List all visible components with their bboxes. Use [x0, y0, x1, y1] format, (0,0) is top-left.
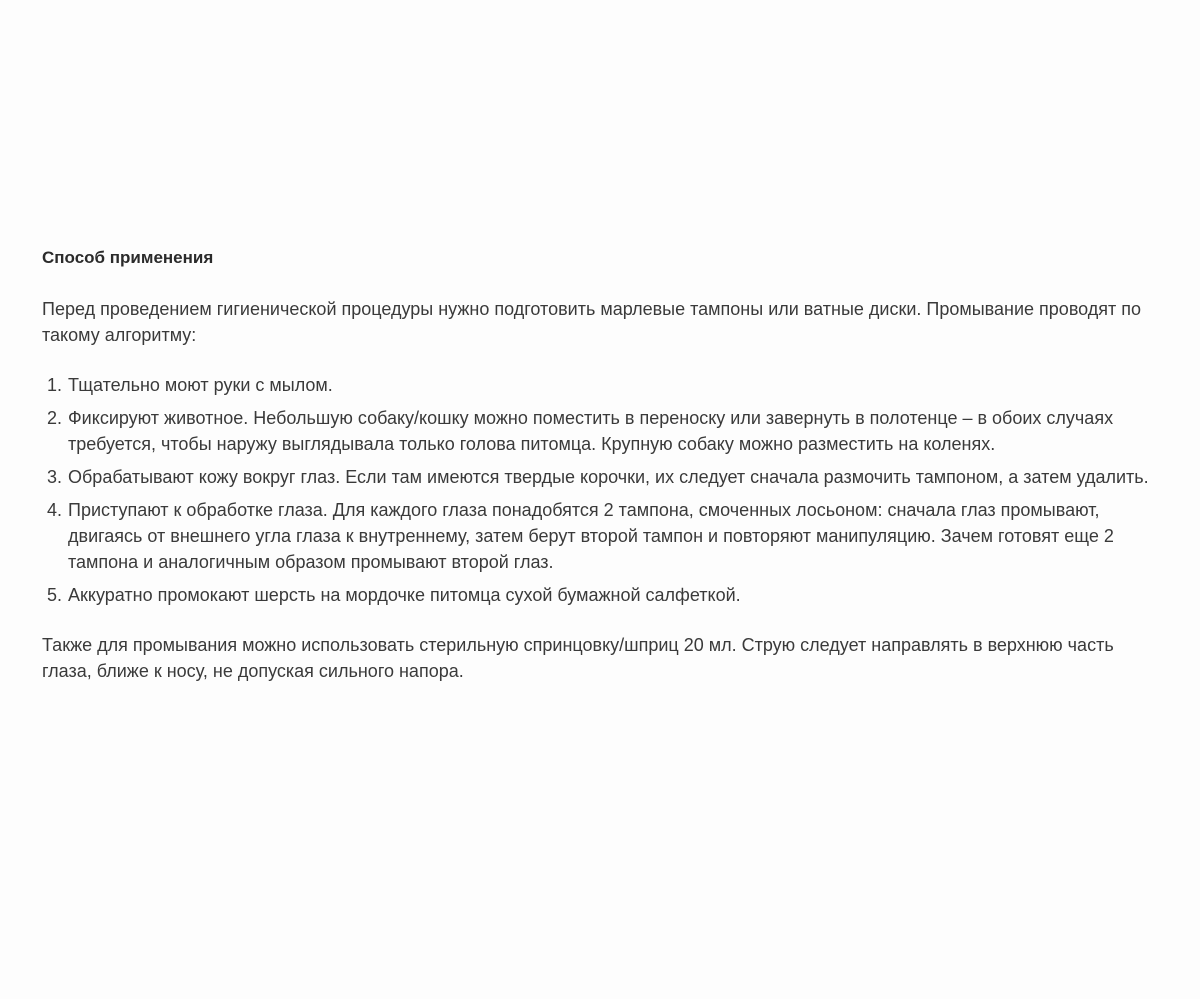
- step-number: 3.: [47, 467, 63, 487]
- list-item: [42, 582, 1162, 608]
- outro-paragraph: Также для промывания можно использовать стерильную спринцовку/шприц 20 мл. Струю следует направлять в верхнюю часть глаза, ближе к носу, не допуская сильного напора.: [42, 635, 1114, 681]
- list-item: [42, 405, 1162, 457]
- step-text: Аккуратно промокают шерсть на мордочке питомца сухой бумажной салфеткой.: [68, 585, 741, 605]
- steps-list: [42, 372, 1162, 608]
- step-number: 2.: [47, 408, 63, 428]
- step-number: 4.: [47, 500, 63, 520]
- intro-paragraph: Перед проведением гигиенической процедуры нужно подготовить марлевые тампоны или ватные диски. Промывание проводят по такому алгоритму:: [42, 299, 1142, 345]
- step-number: 1.: [47, 375, 63, 395]
- step-text: Приступают к обработке глаза. Для каждого глаза понадобятся 2 тампона, смоченных лосьоном: сначала глаз промывают, двигаясь от внешнего угла глаза к внутреннему, затем берут второй тампон и повторяют манипуляцию. Зачем готовят еще 2 тампона и аналогичным образом промывают второй глаз.: [68, 500, 1114, 572]
- step-number: 5.: [47, 585, 63, 605]
- list-item: [42, 372, 1162, 398]
- list-item: [42, 497, 1162, 575]
- article-content: [42, 246, 1162, 684]
- step-text: Фиксируют животное. Небольшую собаку/кошку можно поместить в переноску или завернуть в полотенце – в обоих случаях требуется, чтобы наружу выглядывала только голова питомца. Крупную собаку можно разместить на коленях.: [68, 408, 1114, 454]
- step-text: Тщательно моют руки с мылом.: [68, 375, 333, 395]
- step-text: Обрабатывают кожу вокруг глаз. Если там имеются твердые корочки, их следует сначала размочить тампоном, а затем удалить.: [68, 467, 1149, 487]
- section-heading: Способ применения: [42, 248, 214, 267]
- list-item: [42, 464, 1162, 490]
